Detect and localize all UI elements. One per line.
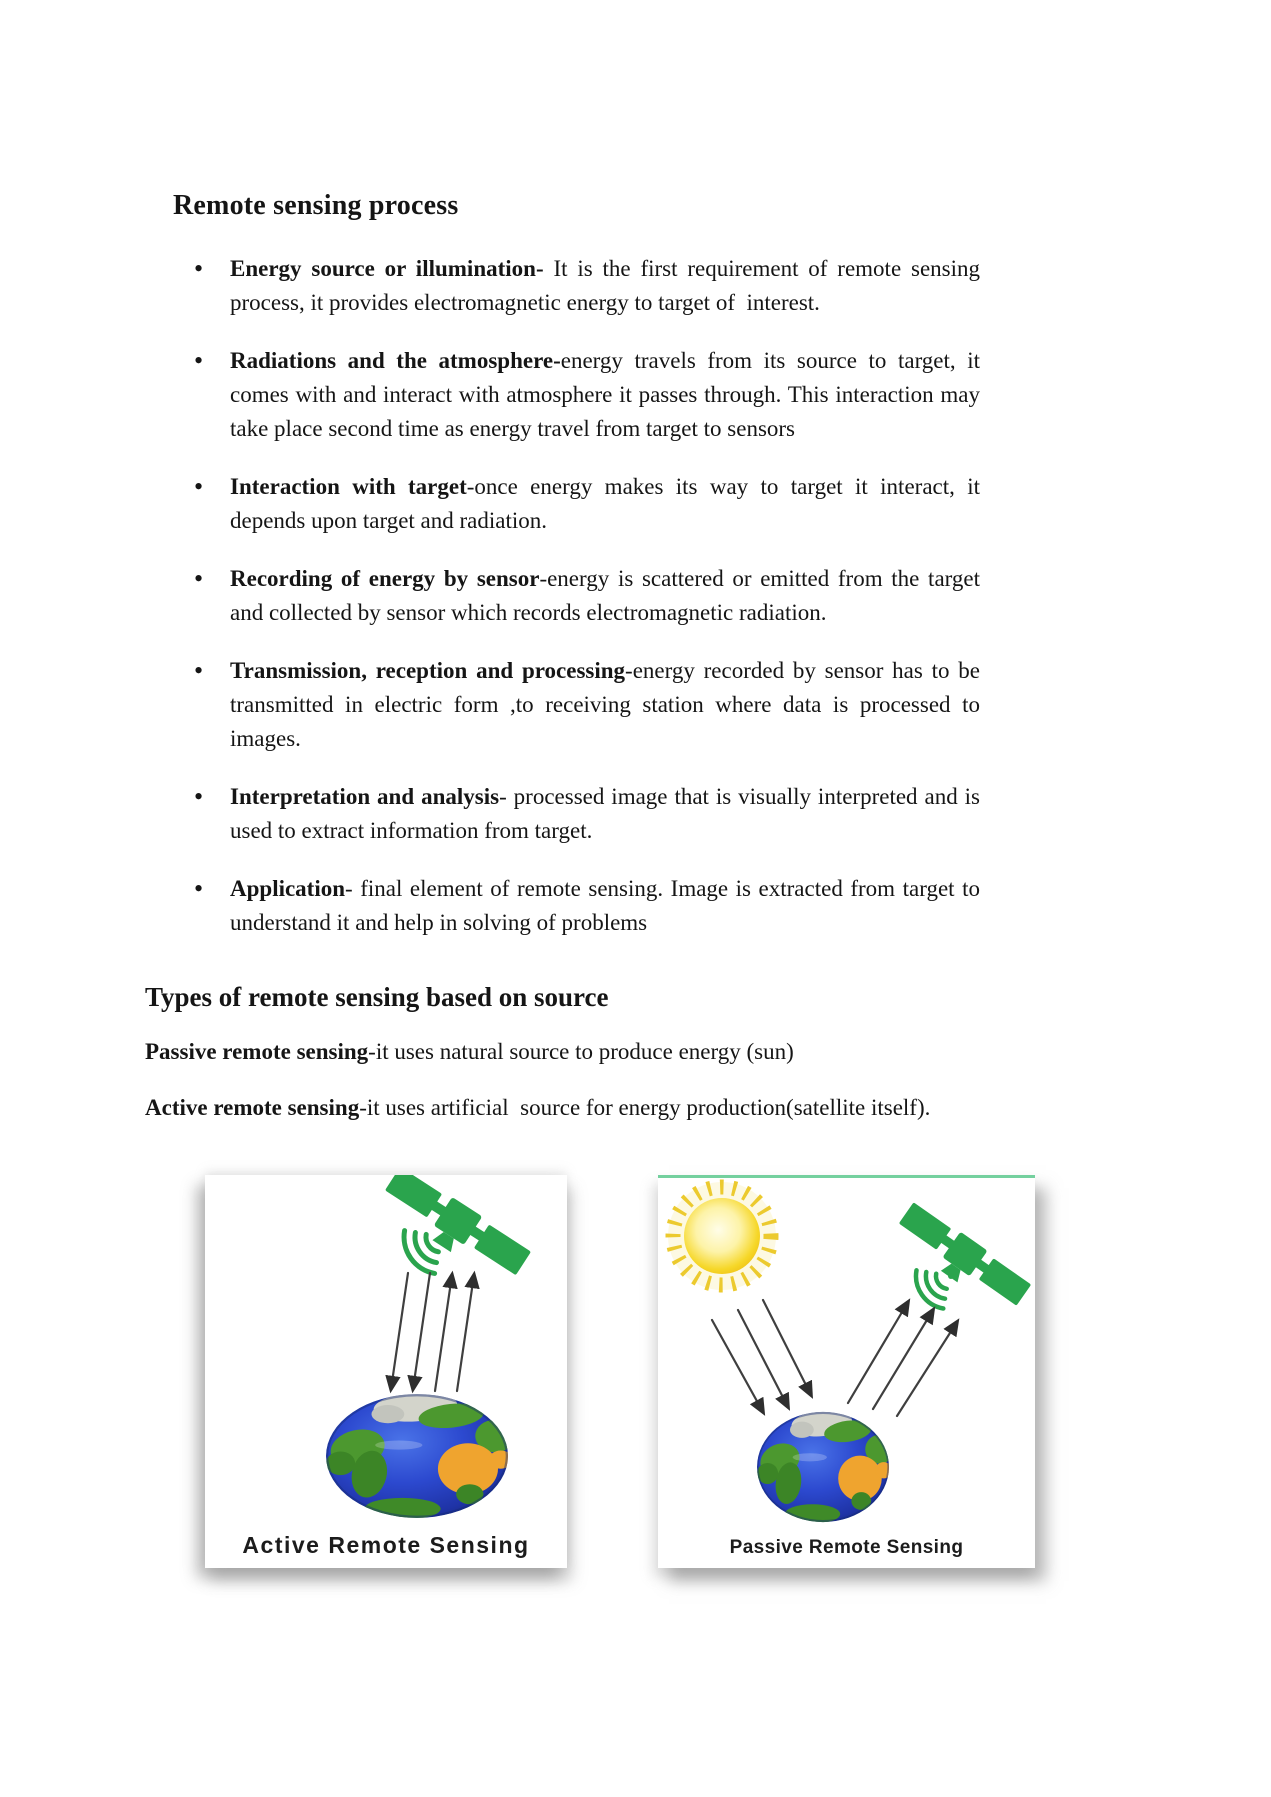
bullet-text: - processed image that is visually interpreted and is used to extract information from target. — [230, 784, 986, 843]
bullet-lead: Recording of energy by sensor — [230, 566, 540, 591]
bullet-text: -energy recorded by sensor has to be transmitted in electric form ,to receiving station where data is processed to images. — [230, 658, 986, 751]
bullet-lead: Energy source or illumination- — [230, 256, 544, 281]
active-remote-sensing-diagram — [205, 1175, 567, 1568]
list-item-interaction — [145, 470, 986, 538]
passive-remote-sensing-figure — [658, 1175, 1035, 1568]
wifi-waves-icon — [404, 1231, 446, 1274]
satellite-icon — [376, 1175, 532, 1289]
reflected-arrows — [848, 1302, 957, 1416]
earth-image — [326, 1389, 517, 1519]
passive-definition — [145, 1035, 980, 1069]
bullet-text: -energy is scattered or emitted from the target and collected by sensor which records electromagnetic radiation. — [230, 566, 986, 625]
list-item-transmission — [145, 654, 986, 756]
passive-term: Passive remote sensing — [145, 1039, 369, 1064]
list-item-radiations — [145, 344, 986, 446]
bullet-text: - final element of remote sensing. Image is extracted from target to understand it and help in solving of problems — [230, 876, 986, 935]
bullet-text: It is the first requirement of remote sensing process, it provides electromagnetic energy to target of interest. — [230, 256, 986, 315]
sun-icon — [668, 1182, 776, 1290]
bullet-text: energy travels from its source to target, it comes with and interact with atmosphere it passes through. This interaction may take place second time as energy travel from target to sensors — [230, 348, 986, 441]
active-definition — [145, 1091, 980, 1125]
satellite-icon — [890, 1200, 1032, 1318]
sunlight-arrows — [712, 1300, 811, 1412]
section-heading-types: Types of remote sensing based on source — [145, 982, 609, 1012]
bullet-lead: Interaction with target — [230, 474, 467, 499]
active-term: Active remote sensing — [145, 1095, 360, 1120]
list-item-energy-source — [145, 252, 986, 320]
active-remote-sensing-figure — [205, 1175, 567, 1568]
figure-caption: Active Remote Sensing — [242, 1532, 530, 1558]
page-title: Remote sensing process — [173, 190, 459, 221]
list-item-interpretation — [145, 780, 986, 848]
bullet-text: -once energy makes its way to target it interact, it depends upon target and radiation. — [230, 474, 986, 533]
passive-remote-sensing-diagram — [658, 1178, 1035, 1568]
list-item-recording — [145, 562, 986, 630]
active-text: -it uses artificial source for energy production(satellite itself). — [359, 1095, 931, 1120]
signal-arrows — [391, 1273, 474, 1391]
list-item-application — [145, 872, 986, 940]
bullet-lead: Radiations and the atmosphere- — [230, 348, 561, 373]
passive-text: -it uses natural source to produce energy (sun) — [368, 1039, 794, 1064]
earth-image — [757, 1408, 896, 1524]
figure-caption: Passive Remote Sensing — [729, 1537, 964, 1558]
bullet-lead: Transmission, reception and processing — [230, 658, 626, 683]
remote-sensing-process-list — [145, 252, 1271, 940]
bullet-lead: Application — [230, 876, 346, 901]
figure-row — [205, 1175, 1271, 1568]
bullet-lead: Interpretation and analysis — [230, 784, 500, 809]
wifi-waves-icon — [916, 1270, 954, 1308]
